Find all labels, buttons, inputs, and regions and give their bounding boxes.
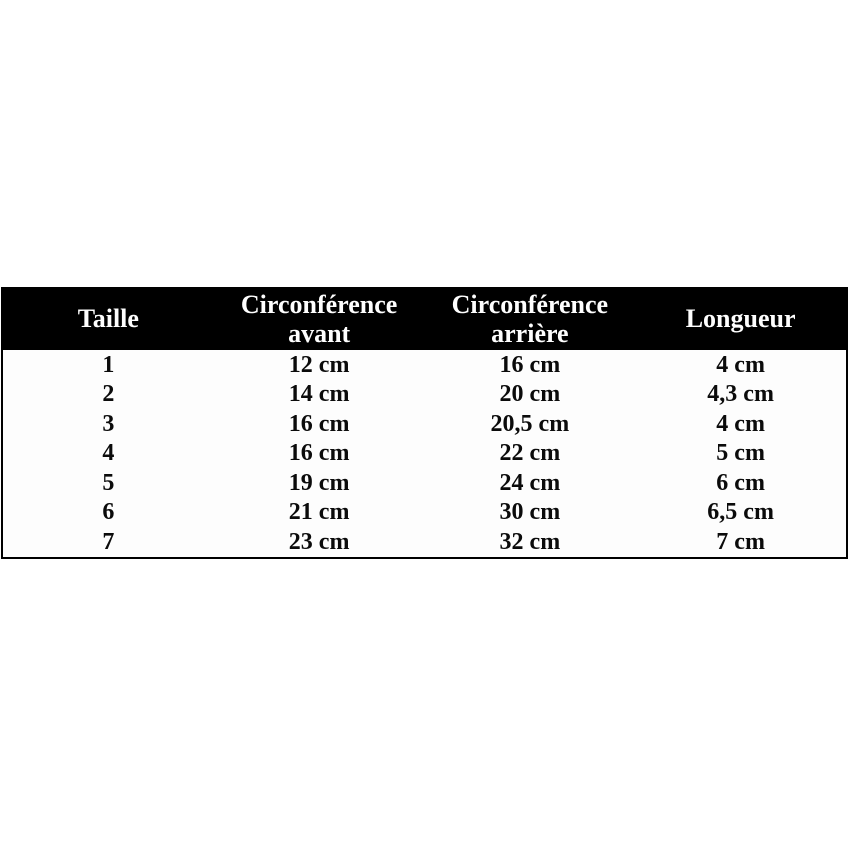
cell-longueur: 6 cm	[716, 469, 765, 496]
cell-circonference-arriere: 20,5 cm	[490, 410, 570, 437]
cell-taille: 2	[102, 381, 115, 408]
size-chart-table	[1, 287, 848, 559]
table-row	[3, 468, 846, 498]
table-row	[3, 409, 846, 439]
cell-longueur: 4,3 cm	[707, 381, 774, 408]
cell-circonference-arriere: 30 cm	[499, 499, 561, 526]
cell-circonference-arriere: 16 cm	[499, 351, 561, 378]
column-header-taille: Taille	[77, 304, 139, 334]
column-header-circonference-arriere: Circonférence arrière	[451, 290, 609, 348]
cell-taille: 4	[102, 440, 115, 467]
cell-circonference-avant: 19 cm	[288, 469, 350, 496]
cell-circonference-avant: 16 cm	[288, 440, 350, 467]
cell-circonference-arriere: 24 cm	[499, 469, 561, 496]
cell-circonference-arriere: 32 cm	[499, 528, 561, 555]
cell-taille: 6	[102, 499, 115, 526]
cell-longueur: 5 cm	[716, 440, 765, 467]
cell-longueur: 4 cm	[716, 351, 765, 378]
cell-longueur: 7 cm	[716, 528, 765, 555]
cell-longueur: 6,5 cm	[707, 499, 774, 526]
table-header-row	[3, 289, 846, 350]
cell-circonference-arriere: 22 cm	[499, 440, 561, 467]
cell-longueur: 4 cm	[716, 410, 765, 437]
cell-taille: 3	[102, 410, 115, 437]
cell-taille: 7	[102, 528, 115, 555]
table-row	[3, 350, 846, 380]
table-row	[3, 380, 846, 410]
cell-circonference-avant: 12 cm	[288, 351, 350, 378]
cell-circonference-avant: 14 cm	[288, 381, 350, 408]
cell-circonference-arriere: 20 cm	[499, 381, 561, 408]
table-row	[3, 498, 846, 528]
cell-taille: 5	[102, 469, 115, 496]
table-row	[3, 527, 846, 557]
cell-circonference-avant: 16 cm	[288, 410, 350, 437]
cell-circonference-avant: 23 cm	[288, 528, 350, 555]
column-header-circonference-avant: Circonférence avant	[240, 290, 398, 348]
cell-taille: 1	[102, 351, 115, 378]
column-header-longueur: Longueur	[685, 304, 796, 334]
cell-circonference-avant: 21 cm	[288, 499, 350, 526]
table-row	[3, 439, 846, 469]
